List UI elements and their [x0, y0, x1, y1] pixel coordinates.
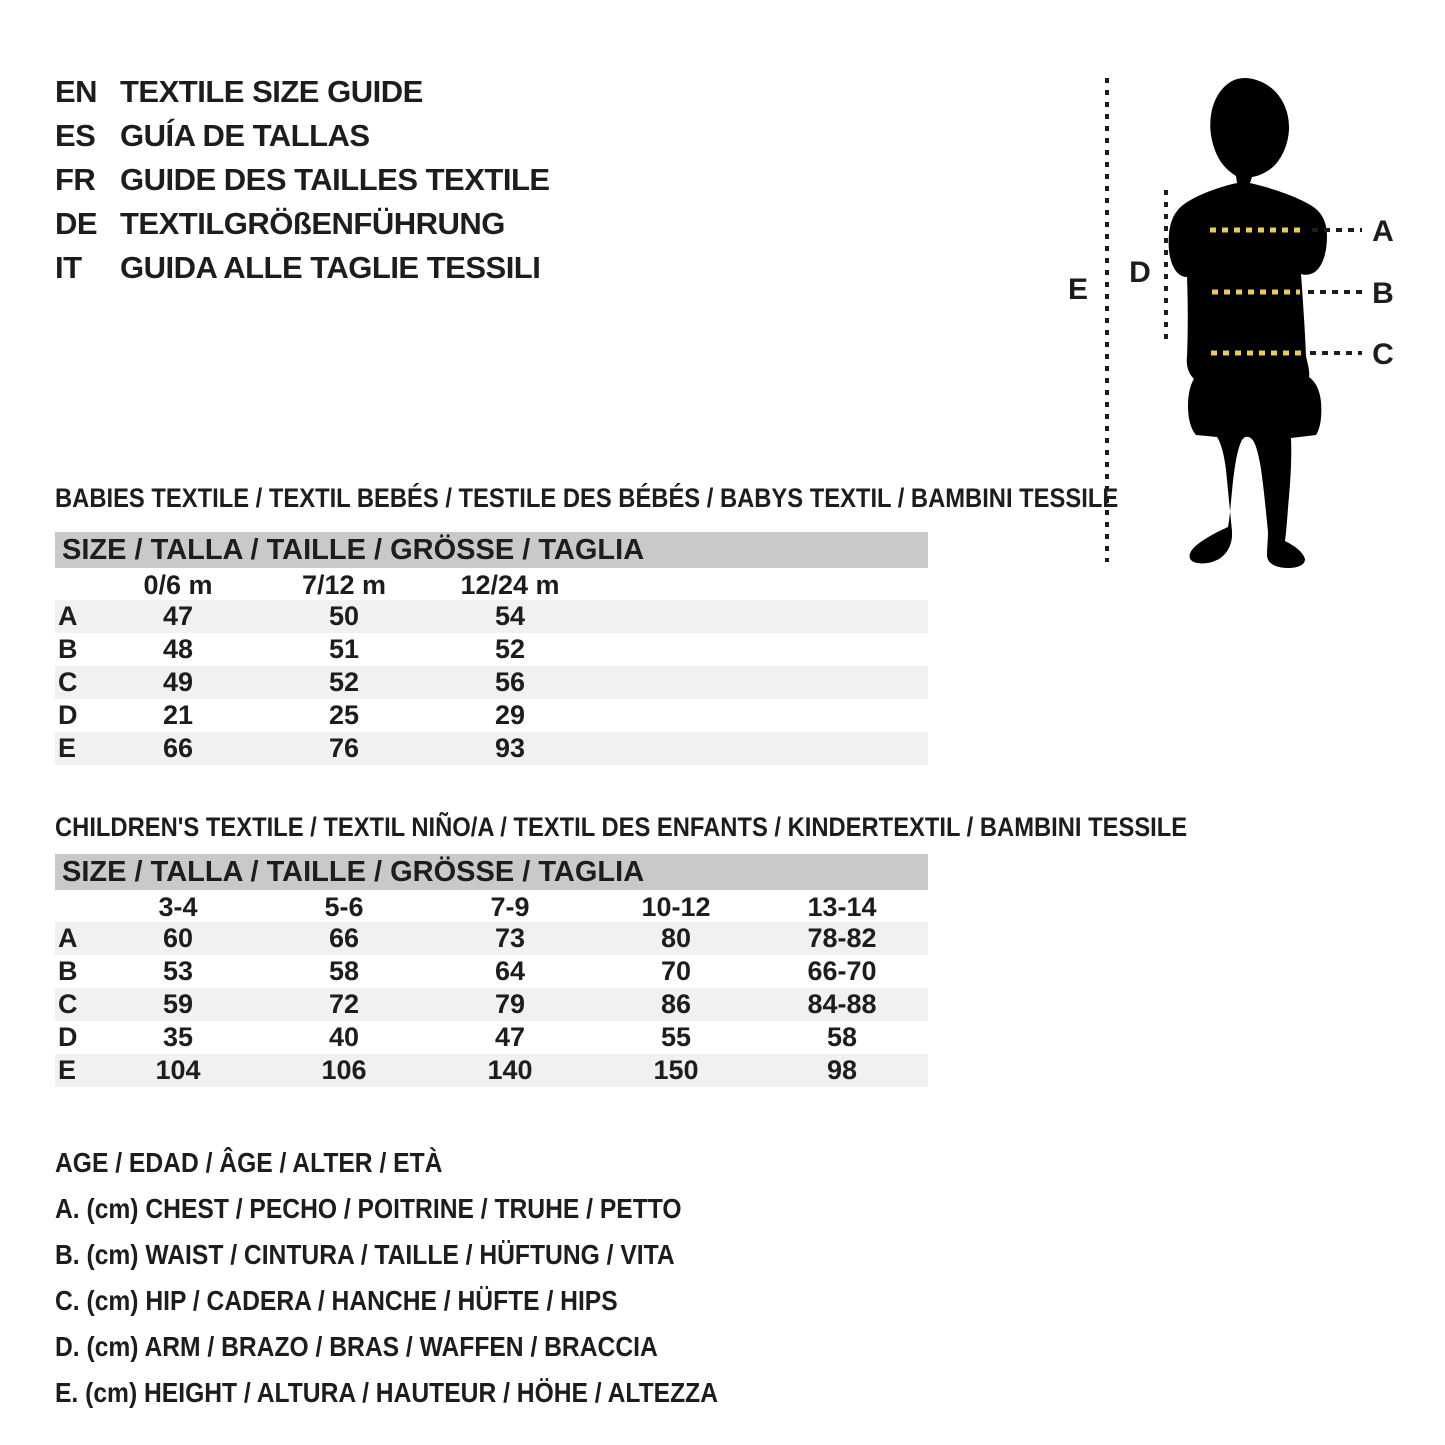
table-cell: 58: [328, 956, 360, 986]
table-cell: 93: [494, 733, 526, 763]
language-row-en: [55, 70, 550, 114]
babies-section-title: [55, 483, 1263, 513]
table-cell: 47: [494, 1022, 526, 1052]
table-cell: 40: [328, 1022, 360, 1052]
figure-label-c: C: [1372, 338, 1394, 371]
language-code: ES: [55, 118, 96, 153]
legend-line-hip: [55, 1278, 808, 1324]
legend-line-age: [55, 1140, 808, 1186]
language-row-it: [55, 246, 550, 290]
table-cell: 86: [660, 989, 692, 1019]
table-cell: 58: [826, 1022, 858, 1052]
table-row: [55, 633, 928, 666]
babies-size-table: [55, 532, 928, 765]
row-label: A: [58, 601, 78, 631]
table-cell: 66-70: [807, 956, 877, 986]
figure-label-a: A: [1372, 215, 1394, 248]
figure-label-e: E: [1067, 273, 1089, 306]
row-label: D: [58, 700, 78, 730]
language-code: IT: [55, 250, 82, 285]
table-cell: 80: [660, 923, 692, 953]
table-cell: 21: [162, 700, 194, 730]
table-cell: 47: [162, 601, 194, 631]
table-cell: 84-88: [807, 989, 877, 1019]
language-header: [55, 70, 550, 290]
row-label: C: [58, 667, 78, 697]
row-label: B: [58, 634, 78, 664]
legend-text: E. (cm) HEIGHT / ALTURA / HAUTEUR / HÖHE / ALTEZZA: [55, 1377, 718, 1408]
measurement-legend: [55, 1140, 808, 1416]
legend-text: AGE / EDAD / ÂGE / ALTER / ETÀ: [55, 1147, 443, 1178]
row-label: E: [58, 733, 77, 763]
table-cell: 29: [494, 700, 526, 730]
language-code: DE: [55, 206, 98, 241]
babies-section-title-text: BABIES TEXTILE / TEXTIL BEBÉS / TESTILE DES BÉBÉS / BABYS TEXTIL / BAMBINI TESSILE: [55, 483, 1119, 513]
legend-text: A. (cm) CHEST / PECHO / POITRINE / TRUHE / PETTO: [55, 1193, 682, 1224]
figure-label-d: D: [1129, 256, 1151, 289]
table-row: [55, 922, 928, 955]
legend-line-chest: [55, 1186, 808, 1232]
table-cell: 98: [826, 1055, 858, 1085]
table-cell: 49: [162, 667, 194, 697]
table-cell: 66: [162, 733, 194, 763]
table-row: [55, 1054, 928, 1087]
row-label: E: [58, 1055, 77, 1085]
language-row-es: [55, 114, 550, 158]
table-cell: 64: [494, 956, 526, 986]
babies-size-header-bar: SIZE / TALLA / TAILLE / GRÖSSE / TAGLIA: [55, 532, 928, 568]
language-title: GUIDE DES TAILLES TEXTILE: [120, 162, 550, 197]
table-cell: 60: [162, 923, 194, 953]
column-header: 5-6: [324, 892, 364, 922]
language-code: FR: [55, 162, 96, 197]
legend-text: C. (cm) HIP / CADERA / HANCHE / HÜFTE / HIPS: [55, 1285, 618, 1316]
table-cell: 50: [328, 601, 360, 631]
table-cell: 55: [660, 1022, 692, 1052]
table-row: [55, 600, 928, 633]
table-row: [55, 666, 928, 699]
table-row: [55, 732, 928, 765]
column-header: 3-4: [158, 892, 198, 922]
column-header: 7-9: [490, 892, 530, 922]
table-row: [55, 955, 928, 988]
language-title: GUIDA ALLE TAGLIE TESSILI: [120, 250, 541, 285]
table-cell: 150: [653, 1055, 699, 1085]
row-label: B: [58, 956, 78, 986]
column-header: 10-12: [641, 892, 711, 922]
table-cell: 25: [328, 700, 360, 730]
children-section-title-text: CHILDREN'S TEXTILE / TEXTIL NIÑO/A / TEXTIL DES ENFANTS / KINDERTEXTIL / BAMBINI TESSILE: [55, 812, 1188, 842]
table-cell: 70: [660, 956, 692, 986]
children-column-header-row: [55, 892, 928, 922]
legend-line-waist: [55, 1232, 808, 1278]
table-row: [55, 1021, 928, 1054]
table-cell: 106: [321, 1055, 367, 1085]
table-cell: 35: [162, 1022, 194, 1052]
table-cell: 51: [328, 634, 360, 664]
legend-text: D. (cm) ARM / BRAZO / BRAS / WAFFEN / BRACCIA: [55, 1331, 658, 1362]
table-cell: 79: [494, 989, 526, 1019]
figure-label-b: B: [1372, 277, 1394, 310]
language-title: GUÍA DE TALLAS: [120, 118, 370, 153]
table-cell: 59: [162, 989, 194, 1019]
row-label: C: [58, 989, 78, 1019]
babies-column-header-row: [55, 570, 928, 600]
column-header: 7/12 m: [301, 570, 387, 600]
language-title: TEXTILE SIZE GUIDE: [120, 74, 423, 109]
legend-text: B. (cm) WAIST / CINTURA / TAILLE / HÜFTUNG / VITA: [55, 1239, 675, 1270]
children-section-title: [55, 812, 1342, 842]
row-label: D: [58, 1022, 78, 1052]
language-code: EN: [55, 74, 98, 109]
table-cell: 54: [494, 601, 526, 631]
legend-line-arm: [55, 1324, 808, 1370]
children-size-table: [55, 854, 928, 1087]
column-header: 12/24 m: [460, 570, 560, 600]
table-cell: 53: [162, 956, 194, 986]
language-title: TEXTILGRÖßENFÜHRUNG: [120, 206, 505, 241]
legend-line-height: [55, 1370, 808, 1416]
language-row-fr: [55, 158, 550, 202]
table-cell: 76: [328, 733, 360, 763]
table-cell: 78-82: [807, 923, 877, 953]
row-label: A: [58, 923, 78, 953]
children-size-header-bar: SIZE / TALLA / TAILLE / GRÖSSE / TAGLIA: [55, 854, 928, 890]
table-cell: 48: [162, 634, 194, 664]
table-cell: 72: [328, 989, 360, 1019]
language-row-de: [55, 202, 550, 246]
table-cell: 140: [487, 1055, 533, 1085]
table-row: [55, 988, 928, 1021]
table-cell: 104: [155, 1055, 201, 1085]
column-header: 13-14: [807, 892, 877, 922]
table-cell: 56: [494, 667, 526, 697]
column-header: 0/6 m: [143, 570, 213, 600]
table-cell: 73: [494, 923, 526, 953]
table-cell: 66: [328, 923, 360, 953]
table-cell: 52: [328, 667, 360, 697]
table-cell: 52: [494, 634, 526, 664]
table-row: [55, 699, 928, 732]
